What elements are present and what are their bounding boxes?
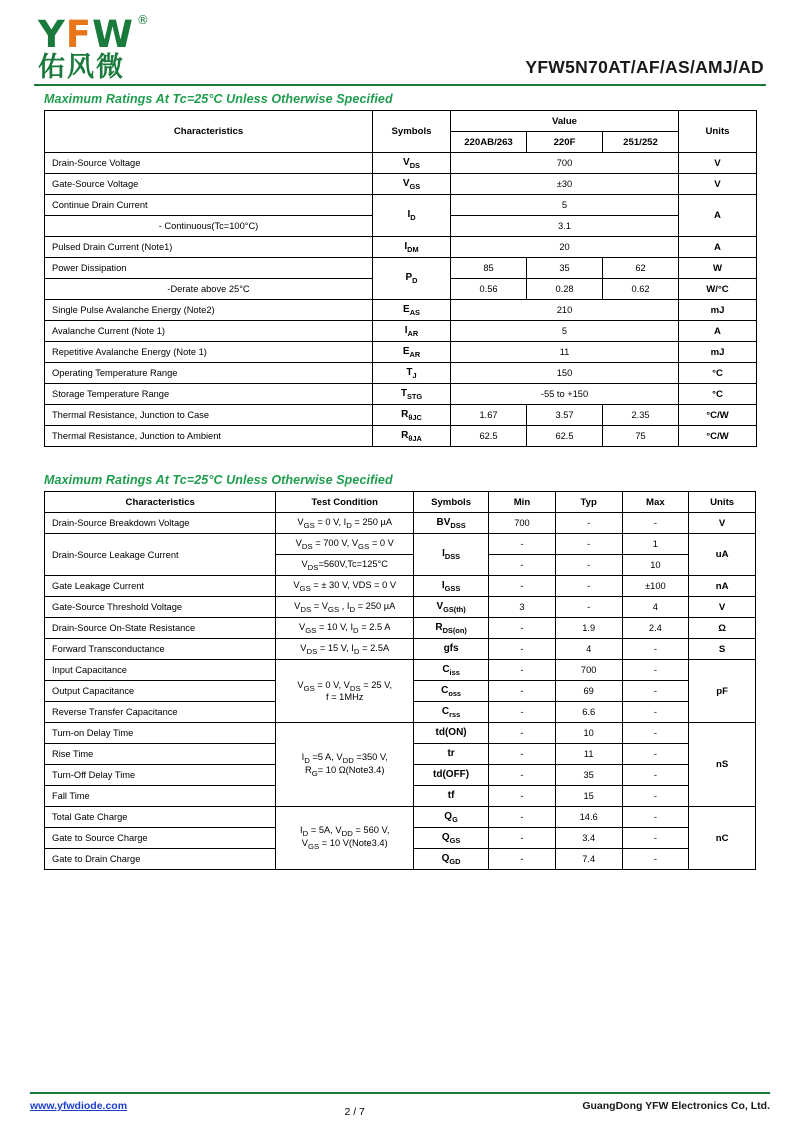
row-symbol: $T_J$: [373, 363, 451, 384]
row-typ: -: [555, 555, 622, 576]
row-value: 20: [451, 237, 679, 258]
row-unit: °C: [679, 384, 757, 405]
row-label: Gate to Source Charge: [45, 828, 276, 849]
col-symbols: Symbols: [373, 111, 451, 153]
table-row: [45, 576, 756, 597]
table-row: [45, 342, 757, 363]
row-label: -Derate above 25°C: [45, 279, 373, 300]
col-typ: Typ: [555, 492, 622, 513]
table-row: [45, 534, 756, 555]
row-typ: 6.6: [555, 702, 622, 723]
row-min: -: [489, 702, 556, 723]
row-label: - Continuous(Tc=100°C): [45, 216, 373, 237]
row-value: 3.1: [451, 216, 679, 237]
row-label: Reverse Transfer Capacitance: [45, 702, 276, 723]
row-min: -: [489, 576, 556, 597]
row-label: Pulsed Drain Current (Note1): [45, 237, 373, 258]
row-value: 75: [603, 426, 679, 447]
website-link[interactable]: www.yfwdiode.com: [30, 1100, 128, 1112]
row-label: Turn-on Delay Time: [45, 723, 276, 744]
row-label: Total Gate Charge: [45, 807, 276, 828]
row-label: Gate-Source Voltage: [45, 174, 373, 195]
row-test-condition: $V_{DS}=560V,Tc=125^\circ C$: [276, 555, 414, 576]
row-max: -: [622, 660, 689, 681]
row-test-condition: $V_{DS} = V_{GS}$ , $I_D = 250$ µA: [276, 597, 414, 618]
table-row: [45, 426, 757, 447]
part-number-title: YFW5N70AT/AF/AS/AMJ/AD: [525, 57, 764, 77]
row-min: -: [489, 660, 556, 681]
row-label: Continue Drain Current: [45, 195, 373, 216]
logo-wordmark: Y F W ®: [38, 13, 150, 56]
row-symbol: $E_{AR}$: [373, 342, 451, 363]
section-title-electrical-characteristics: Maximum Ratings At Tc=25°C Unless Otherwise Specified: [44, 473, 393, 487]
row-symbol: $V_{DS}$: [373, 153, 451, 174]
row-min: 3: [489, 597, 556, 618]
table-row: [45, 363, 757, 384]
row-symbol: $P_D$: [373, 258, 451, 300]
row-typ: 1.9: [555, 618, 622, 639]
row-test-condition: $V_{GS} = 0$ V, $V_{DS} = 25$ V, f = 1MHz: [276, 660, 414, 723]
row-label: Repetitive Avalanche Energy (Note 1): [45, 342, 373, 363]
row-value: 0.56: [451, 279, 527, 300]
row-label: Single Pulse Avalanche Energy (Note2): [45, 300, 373, 321]
row-max: -: [622, 513, 689, 534]
row-unit: nS: [689, 723, 756, 807]
row-label: Avalanche Current (Note 1): [45, 321, 373, 342]
row-symbol: $I_{DM}$: [373, 237, 451, 258]
row-label: Fall Time: [45, 786, 276, 807]
row-max: 1: [622, 534, 689, 555]
col-symbols: Symbols: [414, 492, 489, 513]
row-unit: uA: [689, 534, 756, 576]
row-unit: W: [679, 258, 757, 279]
row-symbol: $BV_{DSS}$: [414, 513, 489, 534]
col-characteristics: Characteristics: [45, 492, 276, 513]
table-row: [45, 618, 756, 639]
row-min: -: [489, 744, 556, 765]
row-typ: 700: [555, 660, 622, 681]
row-label: Storage Temperature Range: [45, 384, 373, 405]
row-unit: mJ: [679, 300, 757, 321]
page-number: 2 / 7: [344, 1106, 365, 1118]
table-row: [45, 639, 756, 660]
row-unit: nC: [689, 807, 756, 870]
row-typ: 11: [555, 744, 622, 765]
row-symbol: $I_{AR}$: [373, 321, 451, 342]
page-footer: [30, 1092, 770, 1118]
row-symbol: td(OFF): [414, 765, 489, 786]
row-min: -: [489, 618, 556, 639]
row-test-condition: $V_{GS} = 0$ V, $I_D = 250$ µA: [276, 513, 414, 534]
row-min: -: [489, 807, 556, 828]
row-min: -: [489, 828, 556, 849]
row-value: 5: [451, 321, 679, 342]
row-typ: 69: [555, 681, 622, 702]
table-row: [45, 723, 756, 744]
row-max: -: [622, 639, 689, 660]
row-test-condition: $V_{GS}$ = ± 30 V, VDS = 0 V: [276, 576, 414, 597]
row-max: -: [622, 849, 689, 870]
row-unit: Ω: [689, 618, 756, 639]
table-header-row: [45, 492, 756, 513]
row-max: -: [622, 828, 689, 849]
row-min: -: [489, 681, 556, 702]
row-value: -55 to +150: [451, 384, 679, 405]
row-unit: A: [679, 195, 757, 237]
row-unit: A: [679, 237, 757, 258]
row-label: Thermal Resistance, Junction to Case: [45, 405, 373, 426]
row-value: 210: [451, 300, 679, 321]
row-symbol: $V_{GS}$: [373, 174, 451, 195]
row-typ: 4: [555, 639, 622, 660]
table-row: [45, 258, 757, 279]
footer-divider: [30, 1092, 770, 1094]
row-value: 0.62: [603, 279, 679, 300]
row-value: 3.57: [527, 405, 603, 426]
row-typ: -: [555, 576, 622, 597]
row-typ: 35: [555, 765, 622, 786]
row-typ: 15: [555, 786, 622, 807]
row-label: Output Capacitance: [45, 681, 276, 702]
col-package-251-252: 251/252: [603, 132, 679, 153]
row-value: 11: [451, 342, 679, 363]
row-symbol: $R_{\theta JA}$: [373, 426, 451, 447]
col-characteristics: Characteristics: [45, 111, 373, 153]
row-value: 62: [603, 258, 679, 279]
row-label: Turn-Off Delay Time: [45, 765, 276, 786]
row-typ: -: [555, 534, 622, 555]
row-value: 85: [451, 258, 527, 279]
row-symbol: $C_{oss}$: [414, 681, 489, 702]
row-max: -: [622, 786, 689, 807]
row-min: 700: [489, 513, 556, 534]
row-symbol: tr: [414, 744, 489, 765]
row-label: Gate-Source Threshold Voltage: [45, 597, 276, 618]
row-max: -: [622, 765, 689, 786]
row-unit: °C: [679, 363, 757, 384]
row-typ: -: [555, 513, 622, 534]
row-min: -: [489, 723, 556, 744]
row-value: 5: [451, 195, 679, 216]
row-label: Drain-Source On-State Resistance: [45, 618, 276, 639]
row-unit: W/°C: [679, 279, 757, 300]
row-max: -: [622, 744, 689, 765]
col-max: Max: [622, 492, 689, 513]
col-test-condition: Test Condition: [276, 492, 414, 513]
row-typ: 7.4: [555, 849, 622, 870]
table-header-row: [45, 111, 757, 132]
row-max: 10: [622, 555, 689, 576]
row-symbol: $R_{DS(on)}$: [414, 618, 489, 639]
table-row: [45, 513, 756, 534]
table-row: [45, 405, 757, 426]
maximum-ratings-table: [44, 110, 757, 447]
registered-trademark-icon: ®: [136, 13, 150, 27]
col-value: Value: [451, 111, 679, 132]
row-max: -: [622, 807, 689, 828]
row-label: Thermal Resistance, Junction to Ambient: [45, 426, 373, 447]
row-min: -: [489, 639, 556, 660]
row-unit: V: [689, 597, 756, 618]
row-min: -: [489, 765, 556, 786]
table-row: [45, 660, 756, 681]
header-divider: [34, 84, 766, 86]
col-package-220ab-263: 220AB/263: [451, 132, 527, 153]
table-row: [45, 321, 757, 342]
row-max: -: [622, 702, 689, 723]
row-label: Drain-Source Voltage: [45, 153, 373, 174]
col-package-220f: 220F: [527, 132, 603, 153]
page-header: [30, 14, 770, 86]
row-value: 700: [451, 153, 679, 174]
row-unit: pF: [689, 660, 756, 723]
row-label: Operating Temperature Range: [45, 363, 373, 384]
row-test-condition: $I_D = 5A$, $V_{DD} = 560$ V, $V_{GS} = 10$ V(Note3.4): [276, 807, 414, 870]
table-row: [45, 174, 757, 195]
row-max: 4: [622, 597, 689, 618]
row-label: Drain-Source Leakage Current: [45, 534, 276, 576]
row-typ: -: [555, 597, 622, 618]
row-unit: V: [689, 513, 756, 534]
row-typ: 14.6: [555, 807, 622, 828]
row-symbol: $I_{GSS}$: [414, 576, 489, 597]
row-max: 2.4: [622, 618, 689, 639]
row-symbol: $E_{AS}$: [373, 300, 451, 321]
row-unit: nA: [689, 576, 756, 597]
row-label: Gate Leakage Current: [45, 576, 276, 597]
col-units: Units: [679, 111, 757, 153]
row-unit: mJ: [679, 342, 757, 363]
row-test-condition: $V_{DS} = 700$ V, $V_{GS} = 0$ V: [276, 534, 414, 555]
row-value: 1.67: [451, 405, 527, 426]
row-typ: 10: [555, 723, 622, 744]
row-unit: °C/W: [679, 426, 757, 447]
table-row: [45, 153, 757, 174]
row-symbol: $I_D$: [373, 195, 451, 237]
row-test-condition: $I_D =5$ A, $V_{DD} =350$ V, $R_G= 10$ Ω(Note3.4): [276, 723, 414, 807]
row-symbol: tf: [414, 786, 489, 807]
row-symbol: $Q_{GD}$: [414, 849, 489, 870]
row-symbol: $C_{rss}$: [414, 702, 489, 723]
row-symbol: $I_{DSS}$: [414, 534, 489, 576]
row-label: Forward Transconductance: [45, 639, 276, 660]
row-min: -: [489, 849, 556, 870]
row-unit: V: [679, 174, 757, 195]
row-symbol: $C_{iss}$: [414, 660, 489, 681]
row-symbol: $Q_G$: [414, 807, 489, 828]
row-unit: A: [679, 321, 757, 342]
row-symbol: $Q_{GS}$: [414, 828, 489, 849]
table-row: [45, 384, 757, 405]
row-value: 150: [451, 363, 679, 384]
col-units: Units: [689, 492, 756, 513]
row-symbol: td(ON): [414, 723, 489, 744]
row-max: -: [622, 723, 689, 744]
row-typ: 3.4: [555, 828, 622, 849]
row-value: 62.5: [451, 426, 527, 447]
row-label: Drain-Source Breakdown Voltage: [45, 513, 276, 534]
row-value: 35: [527, 258, 603, 279]
table-row: [45, 597, 756, 618]
row-value: 2.35: [603, 405, 679, 426]
row-unit: °C/W: [679, 405, 757, 426]
row-min: -: [489, 555, 556, 576]
row-min: -: [489, 534, 556, 555]
row-label: Rise Time: [45, 744, 276, 765]
row-symbol: $T_{STG}$: [373, 384, 451, 405]
table-row: [45, 195, 757, 216]
row-label: Power Dissipation: [45, 258, 373, 279]
row-value: 0.28: [527, 279, 603, 300]
table-row: [45, 807, 756, 828]
row-unit: S: [689, 639, 756, 660]
row-min: -: [489, 786, 556, 807]
table-row: [45, 300, 757, 321]
table-row: [45, 237, 757, 258]
section-title-maximum-ratings: Maximum Ratings At Tc=25°C Unless Otherwise Specified: [44, 92, 393, 106]
row-max: ±100: [622, 576, 689, 597]
col-min: Min: [489, 492, 556, 513]
row-test-condition: $V_{GS} = 10$ V, $I_D = 2.5$ A: [276, 618, 414, 639]
company-logo: [38, 13, 248, 83]
row-label: Input Capacitance: [45, 660, 276, 681]
row-value: 62.5: [527, 426, 603, 447]
row-symbol: $V_{GS(th)}$: [414, 597, 489, 618]
electrical-characteristics-table: [44, 491, 756, 870]
row-symbol: gfs: [414, 639, 489, 660]
row-symbol: $R_{\theta JC}$: [373, 405, 451, 426]
row-unit: V: [679, 153, 757, 174]
row-test-condition: $V_{DS} = 15$ V, $I_D = 2.5A$: [276, 639, 414, 660]
company-name: GuangDong YFW Electronics Co, Ltd.: [582, 1100, 770, 1112]
row-max: -: [622, 681, 689, 702]
logo-chinese-name: 佑风微: [38, 52, 125, 83]
row-value: ±30: [451, 174, 679, 195]
row-label: Gate to Drain Charge: [45, 849, 276, 870]
